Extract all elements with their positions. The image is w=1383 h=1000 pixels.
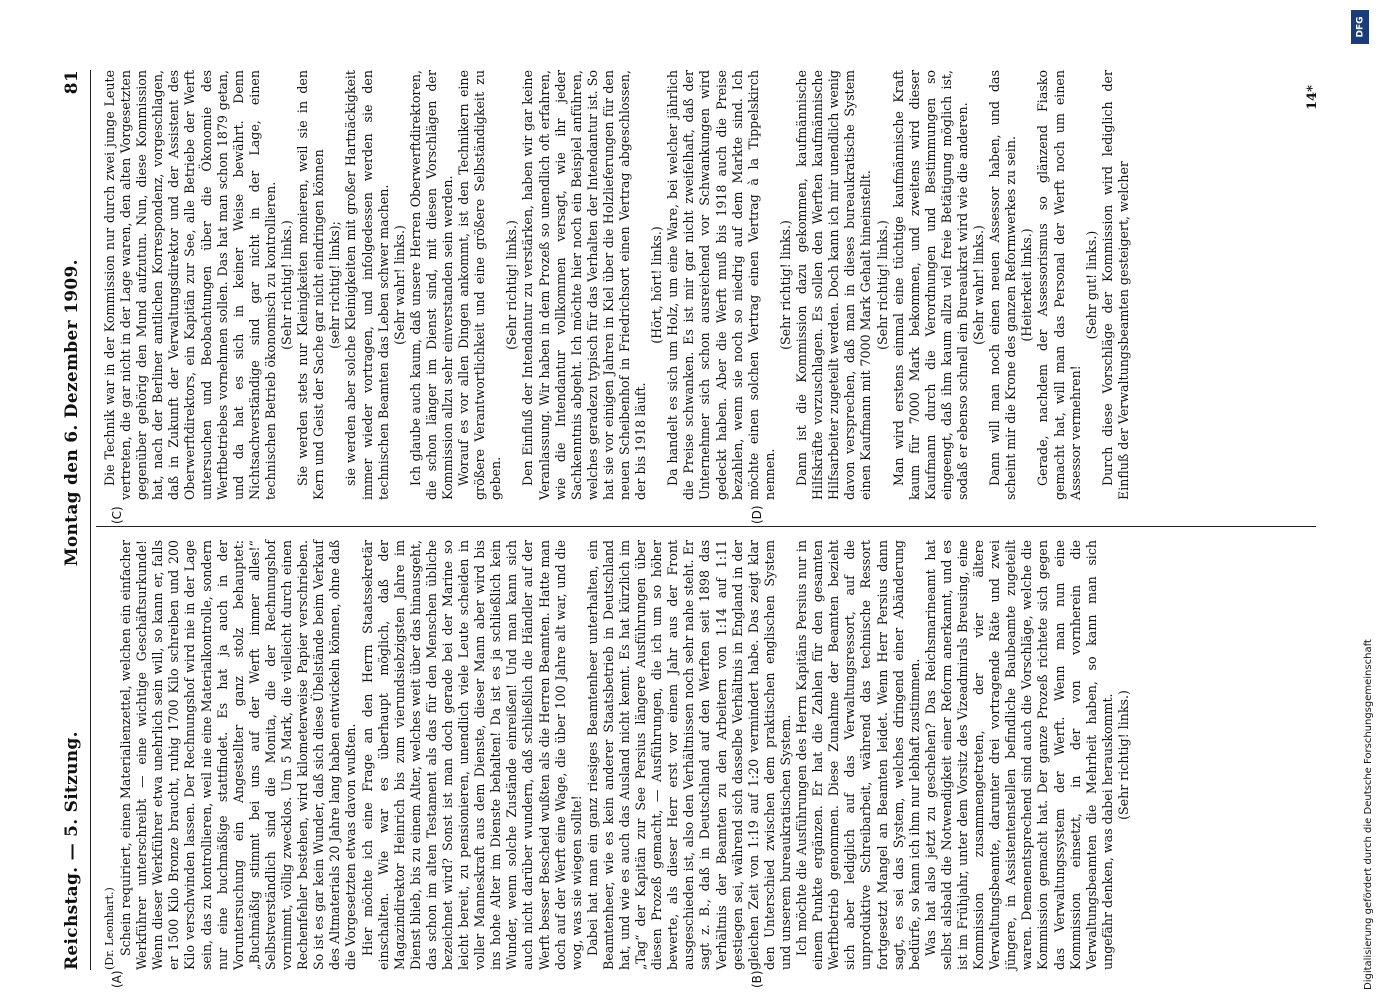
interjection: (Sehr richtig! links.)	[1115, 690, 1131, 820]
paragraph: Gerade, nachdem der Assessorismus so glänzend Fiasko gemacht hat, will man das Personal der Werft noch um einen Assessor vermehren!	[1035, 70, 1083, 500]
document-sheet	[50, 50, 1340, 990]
column-divider	[96, 526, 1316, 527]
interjection: (Sehr richtig! links.)	[874, 220, 890, 350]
paragraph: Durch diese Vorschläge der Kommission wird lediglich der Einfluß der Verwaltungsbeamten gesteigert, welcher	[1099, 70, 1131, 500]
header-left: Reichstag. — 5. Sitzung.	[62, 731, 82, 970]
header-date: Montag den 6. Dezember 1909.	[62, 259, 82, 567]
interjection: (Sehr gut! links.)	[1083, 230, 1099, 340]
paragraph: Schein requiriert, einen Materialienzettel, welchen ein einfacher Werkführer unterschreibt — eine wichtige Geschäftsurkunde! Wenn dieser Werkführer etwa unehrlich sein will, so kann er, falls er 1500 Kilo Bronze braucht, ruhig 1700 Kilo schreiben und 200 Kilo verschwinden lassen. Der Rechnungshof wird nie in der Lage sein, das zu kontrollieren, weil nie eine Materialkontrolle, sondern nur eine buchmäßige stattfindet. Es hat ja auch in der Voruntersuchung ein Angestellter ganz stolz behauptet: „Buchmäßig stimmt bei uns auf der Werft immer alles!“ Selbstverständlich sind die Monita, die der Rechnungshof vornimmt, völlig zwecklos. Um 5 Mark, die vielleicht durch einen Rechenfehler bestehen, wird kilometerweise Papier verschrieben. So ist es gar kein Wunder, daß sich diese Übelstände beim Verkauf des Altmaterials 20 Jahre lang haben entwickeln können, ohne daß die Vorgesetzten etwas davon wußten.	[118, 540, 359, 970]
interjection: (sehr richtig! links);	[327, 221, 343, 349]
paragraph: Den Einfluß der Intendantur zu verstärken, haben wir gar keine Veranlassung. Wir haben in dem Prozeß so unendlich oft erfahren, wie die Intendantur vollkommen versagt, wie ihr jeder Sachkenntnis abgeht. Ich möchte hier noch ein Beispiel anführen, welches geradezu typisch für das Verhalten der Intendantur ist. So hat sie vor einigen Jahren in Kiel über die Holzlieferungen für den neuen Scheibenhof in Friedrichsort einen Vertrag abgeschlossen, der bis 1918 läuft.	[520, 70, 649, 500]
paragraph: Sie werden stets nur Kleinigkeiten monieren, weil sie in den Kern und Geist der Sache gar nicht eindringen können	[295, 70, 327, 500]
interjection: (Hört, hört! links.)	[649, 226, 665, 344]
margin-mark-d: (D)	[750, 505, 764, 524]
paragraph: Dabei hat man ein ganz riesiges Beamtenheer unterhalten, ein Beamtenheer, wie es kein anderer Staatsbetrieb in Deutschland hat, und wie es auch das Ausland nicht kennt. Es hat kürzlich im „Tag“ der Kapitän zur See Persius längere Ausführungen über diesen Prozeß gemacht, — Ausführungen, die ich um so höher bewerte, als dieser Herr erst vor einem Jahr aus der Front ausgeschieden ist, also den Verhältnissen noch sehr nahe steht. Er sagt z. B., daß in Deutschland auf den Werften seit 1898 das Verhältnis der Beamten zu den Arbeitern von 1:14 auf 1:11 gestiegen sei, während sich dasselbe Verhältnis in England in der gleichen Zeit von 1:19 auf 1:20 vermindert habe. Das zeigt klar den Unterschied zwischen dem praktischen englischen System und unserem bureaukratischen System.	[584, 540, 793, 970]
paragraph: Hier möchte ich eine Frage an den Herrn Staatssekretär einschalten. Wie war es überhaupt möglich, daß der Magazindirektor Heinrich bis zum vierundsiebzigsten Jahre im Dienst blieb, bis zu einem Alter, welches weit über das hinausgeht, das schon im alten Testament als das für den Menschen übliche bezeichnet wird? Sonst ist man doch gerade bei der Marine so leicht bereit, zu pensionieren, unendlich viele Leute scheiden in voller Manneskraft aus dem Dienste, dieser Mann aber wird bis ins hohe Alter im Dienste behalten! Da ist es ja schließlich kein Wunder, wenn solche Zustände einreißen! Und man kann sich auch nicht darüber wundern, daß schließlich die Händler auf der Werft besser Bescheid wußten als die Herren Beamten. Hatte man doch auf der Werft eine Wage, die über 100 Jahre alt war, und die wog, was sie wiegen sollte!	[359, 540, 584, 970]
credit-text: Digitalisierung gefördert durch die Deutsche Forschungsgemeinschaft	[1363, 639, 1374, 990]
margin-mark-c: (C)	[110, 506, 124, 524]
paragraph: Da handelt es sich um Holz, um eine Ware, bei welcher jährlich die Preise schwanken. Es ist mir gar nicht zweifelhaft, daß der Unternehmer sich schon ausreichend vor Schwankungen wird gedeckt haben. Aber die Werft muß bis 1918 auch die Preise bezahlen, wenn sie noch so niedrig auf dem Markte sind. Ich möchte einen solchen Vertrag einen Vertrag à la Tippelskirch nennen.	[665, 70, 777, 500]
paragraph: sie werden aber solche Kleinigkeiten mit großer Hartnäckigkeit immer wieder vortragen, und infolgedessen werden sie den technischen Beamten das Leben schwer machen.	[343, 70, 391, 500]
header-rule	[90, 70, 91, 970]
dfg-logo: DFG	[1351, 10, 1369, 44]
paragraph: Worauf es vor allen Dingen ankommt, ist den Technikern eine größere Verantwortlichkeit und eine größere Selbständigkeit zu geben.	[456, 70, 504, 500]
speaker-label: (Dr. Leonhart.)	[103, 887, 116, 970]
interjection: (Sehr wahr! links.)	[971, 225, 987, 345]
page-number: 81	[62, 70, 82, 95]
paragraph: Dann will man noch einen neuen Assessor haben, und das scheint mir die Krone des ganzen Reformwerkes zu sein.	[987, 70, 1019, 500]
credit-strip	[1349, 50, 1374, 990]
left-column	[102, 540, 1132, 970]
interjection: (Sehr richtig! links.)	[279, 220, 295, 350]
interjection: (Sehr richtig! links.)	[504, 220, 520, 350]
paragraph: Man wird erstens einmal eine tüchtige kaufmännische Kraft kaum für 7000 Mark bekommen, und zweitens wird dieser Kaufmann durch die Verordnungen und Bestimmungen so eingeengt, daß ihm kaum allzu viel freie Betätigung möglich ist, sodaß er ebenso schnell ein Bureaukrat wird wie die anderen.	[890, 70, 970, 500]
margin-mark-b: (B)	[750, 970, 764, 988]
paragraph: Was hat also jetzt zu geschehen? Das Reichsmarineamt hat selbst alsbald die Notwendigkeit einer Reform anerkannt, und es ist im Frühjahr, unter dem Vorsitz des Vizeadmirals Breusing, eine Kommission zusammengetreten, der vier ältere Verwaltungsbeamte, darunter drei vortragende Räte und zwei jüngere, in Assistentenstellen befindliche Baubeamte zugeteilt waren. Demenentsprechend sind auch die Vorschläge, welche die Kommission gemacht hat. Der ganze Prozeß richtete sich gegen das Verwaltungssystem der Werft. Wenn man nun eine Kommission einsetzt, in der von vornherein die Verwaltungsbeamten die Mehrheit haben, so kann man sich ungefähr denken, was dabei herauskommt.	[922, 540, 1115, 970]
interjection: (Sehr wahr! links.)	[391, 225, 407, 345]
paragraph: Ich glaube auch kaum, daß unsere Herren Oberwerftdirektoren, die schon länger im Dienst sind, mit diesen Vorschlägen der Kommission allzu sehr einverstanden sein werden.	[407, 70, 455, 500]
interjection: (Sehr richtig! links.)	[777, 220, 793, 350]
page-header	[58, 70, 86, 970]
right-column	[102, 70, 1132, 500]
margin-mark-a: (A)	[110, 970, 124, 988]
interjection: (Heiterkeit links.)	[1019, 228, 1035, 342]
paragraph: Dann ist die Kommission dazu gekommen, kaufmännische Hilfskräfte vorzuschlagen. Es sollen den Werften kaufmännische Hilfsarbeiter zugeteilt werden. Doch kann ich mir unendlich wenig davon versprechen, daß man in dieses bureaukratische System einen Kaufmann mit 7000 Mark Gehalt hineinstellt.	[794, 70, 874, 500]
paragraph: Ich möchte die Ausführungen des Herrn Kapitäns Persius nur in einem Punkte ergänzen. Er hat die Zahlen für den gesamten Werftbetrieb genommen. Diese Zunahme der Beamten bezieht sich aber lediglich auf das Verwaltungsressort, auf die unproduktive Schreibarbeit, während das technische Ressort fortgesetzt Mangel an Beamten leidet. Wenn Herr Persius dann sagt, es sei das System, welches dringend einer Abänderung bedürfe, so kann ich ihm nur lebhaft zustimmen.	[794, 540, 922, 970]
paragraph: Die Technik war in der Kommission nur durch zwei junge Leute vertreten, die gar nicht in der Lage waren, den alten Vorgesetzten gegenüber gehörig den Mund aufzutun. Nun, diese Kommission hat, nach der Berliner amtlichen Korrespondenz, vorgeschlagen, daß in Zukunft der Verwaltungsdirektor und der Assistent des Oberwerftdirektors, ein Kapitän zur See, alle Betriebe der Werft untersuchen und Beobachtungen über die Ökonomie des Werftbetriebes vornehmen sollen. Das hat man schon 1879 getan, und da hat es sich in keiner Weise bewährt. Denn Nichtsachverständige sind gar nicht in der Lage, einen technischen Betrieb ökonomisch zu kontrollieren.	[102, 70, 278, 500]
signature-mark: 14*	[1305, 85, 1320, 110]
